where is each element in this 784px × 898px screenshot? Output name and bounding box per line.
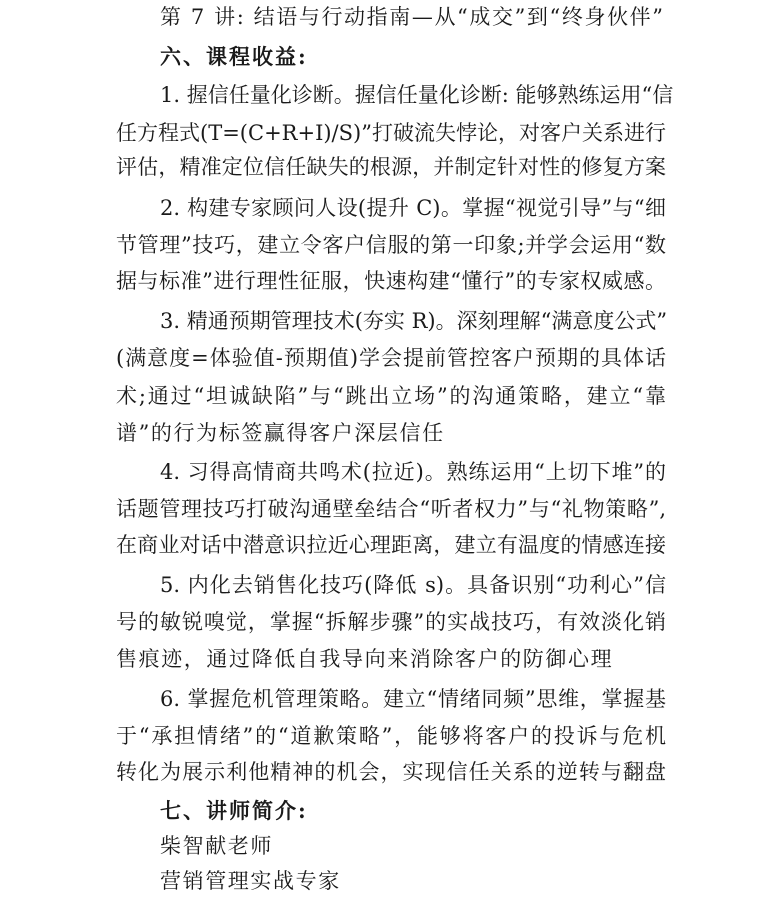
benefit-3-line-1: 3. 精通预期管理技术(夯实 R)。深刻理解“满意度公式” [160,309,668,333]
benefit-2-line-2: 节管理”技巧，建立令客户信服的第一印象;并学会运用“数 [116,233,666,257]
benefit-5-line-2: 号的敏锐嗅觉，掌握“拆解步骤”的实战技巧，有效淡化销 [116,610,666,634]
benefit-6-line-2: 于“承担情绪”的“道歉策略”，能够将客户的投诉与危机 [116,724,666,748]
benefit-6-line-3: 转化为展示利他精神的机会，实现信任关系的逆转与翻盘 [116,760,666,784]
benefit-3-line-3: 术;通过“坦诚缺陷”与“跳出立场”的沟通策略，建立“靠 [116,384,666,408]
benefit-3-line-4: 谱”的行为标签赢得客户深层信任 [116,421,445,445]
benefit-2-line-3: 据与标准”进行理性征服，快速构建“懂行”的专家权威感。 [116,269,666,293]
benefit-4-line-1: 4. 习得高情商共鸣术(拉近)。熟练运用“上切下堆”的 [160,460,666,484]
benefit-1-line-2: 任方程式(T=(C+R+I)/S)”打破流失悖论，对客户关系进行 [116,121,666,145]
benefit-2-line-1: 2. 构建专家顾问人设(提升 C)。掌握“视觉引导”与“细 [160,196,666,220]
benefit-4-line-2: 话题管理技巧打破沟通壁垒结合“听者权力”与“礼物策略”, [116,497,666,521]
instructor-name: 柴智献老师 [160,834,273,858]
benefit-1-line-1: 1. 握信任量化诊断。握信任量化诊断: 能够熟练运用“信 [160,83,674,107]
section-6-heading: 六、课程收益: [160,44,308,69]
section-7-heading: 七、讲师简介: [160,798,308,823]
benefit-6-line-1: 6. 掌握危机管理策略。建立“情绪同频”思维，掌握基 [160,687,666,711]
lecture-7-title: 第 7 讲: 结语与行动指南—从“成交”到“终身伙伴” [160,5,665,29]
instructor-title: 营销管理实战专家 [160,869,341,893]
benefit-5-line-3: 售痕迹，通过降低自我导向来消除客户的防御心理 [116,647,614,671]
benefit-3-line-2: (满意度=体验值-预期值)学会提前管控客户预期的具体话 [116,346,666,370]
benefit-4-line-3: 在商业对话中潜意识拉近心理距离，建立有温度的情感连接 [116,533,666,557]
benefit-1-line-3: 评估，精准定位信任缺失的根源，并制定针对性的修复方案 [116,155,666,179]
benefit-5-line-1: 5. 内化去销售化技巧(降低 s)。具备识别“功利心”信 [160,573,666,597]
